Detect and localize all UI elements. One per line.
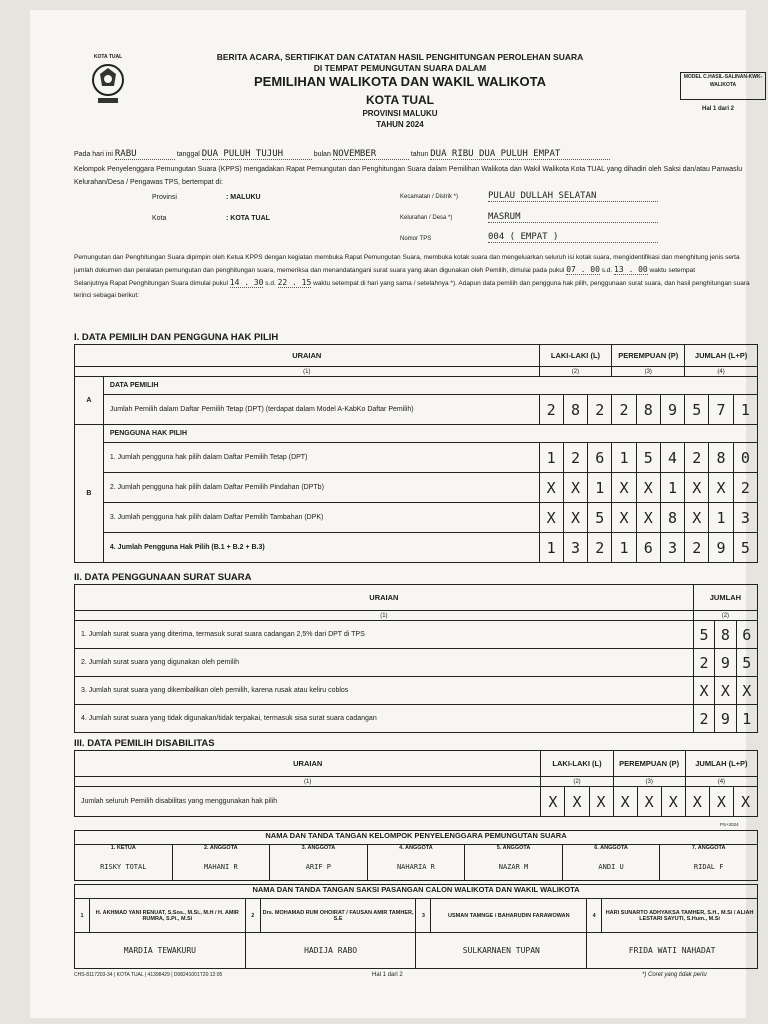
s3-num-4: (4) <box>685 777 757 787</box>
b1-digit: 8 <box>709 443 733 473</box>
b3-digit: X <box>685 503 709 533</box>
s2-row4-digit: 1 <box>736 705 757 733</box>
saksi-signature: HADIJA RABO <box>245 933 416 969</box>
dpt-digit: 9 <box>660 395 684 425</box>
procedure-text-4: waktu setempat di hari yang sama / setelahnya *). Adapun data pemilih dan pengguna hak pilih, penggunaan surat suara, dan hasil penghitungan suara terinci sebagai berikut: <box>74 280 750 299</box>
b2-digit: X <box>685 473 709 503</box>
b4-digit: 9 <box>709 533 733 563</box>
header-year: TAHUN 2024 <box>376 120 424 129</box>
b3-digit: X <box>563 503 587 533</box>
section-b-title: PENGGUNA HAK PILIH <box>103 425 757 443</box>
document-sheet <box>30 10 763 1018</box>
kpps-signature: RISKY TOTAL <box>100 863 147 871</box>
year-value: DUA RIBU DUA PULUH EMPAT <box>430 149 610 160</box>
b2-label: 2. Jumlah pengguna hak pilih dalam Daftar Pemilih Pindahan (DPTb) <box>103 473 539 503</box>
s2-row1-digit: 6 <box>736 621 757 649</box>
saksi-name: Drs. MOHAMAD RUM OHOIRAT / FAUSAN AMIR TAMHER, S.E <box>260 899 416 933</box>
s1-num-2: (2) <box>539 367 612 377</box>
opening-line <box>74 149 754 160</box>
b2-digit: X <box>636 473 660 503</box>
kpps-cell <box>367 845 465 881</box>
b3-digit: X <box>539 503 563 533</box>
day-label: Pada hari ini <box>74 151 113 158</box>
b4-digit: 1 <box>612 533 636 563</box>
month-label: bulan <box>313 151 331 158</box>
s3-digit: X <box>709 787 733 817</box>
s2-col-uraian: URAIAN <box>75 585 694 611</box>
kelurahan-label: Kelurahan / Desa *) <box>400 215 453 221</box>
saksi-name: H. AKHMAD YANI RENUAT, S.Sos., M.Si., M.H / H. AMIR RUMRA, S.Pi., M.Si <box>89 899 245 933</box>
provinsi-label: Provinsi <box>152 194 177 201</box>
kpps-role: 5. ANGGOTA <box>496 845 531 851</box>
procedure-text-3: Selanjutnya Rapat Penghitungan Suara dimulai pukul <box>74 280 228 287</box>
b1-digit: 1 <box>612 443 636 473</box>
s1-num-1: (1) <box>75 367 540 377</box>
kpps-signature: RIDAL F <box>693 863 724 871</box>
section1-table <box>74 344 758 563</box>
tps-label: Nomor TPS <box>400 236 432 242</box>
b1-digit: 2 <box>563 443 587 473</box>
b2-digit: 1 <box>588 473 612 503</box>
s3-digit: X <box>589 787 613 817</box>
b2-digit: X <box>563 473 587 503</box>
s1-num-4: (4) <box>685 367 758 377</box>
dpt-digit: 7 <box>709 395 733 425</box>
s2-col-j: JUMLAH <box>693 585 757 611</box>
kpps-cell <box>75 845 173 881</box>
b1-digit: 5 <box>636 443 660 473</box>
b3-digit: X <box>636 503 660 533</box>
time-start: 07 . 00 <box>566 265 600 274</box>
b1-digit: 0 <box>733 443 757 473</box>
s2-row1-digit: 8 <box>715 621 736 649</box>
b1-digit: 1 <box>539 443 563 473</box>
procedure-text-2: waktu setempat <box>649 267 696 274</box>
day-value: RABU <box>115 149 175 160</box>
kpps-cell <box>465 845 563 881</box>
s2-row4-label: 4. Jumlah surat suara yang tidak digunakan/tidak terpakai, termasuk sisa surat suara cadangan <box>75 705 694 733</box>
b4-digit: 2 <box>685 533 709 563</box>
b1-digit: 2 <box>685 443 709 473</box>
s3-col-p: PEREMPUAN (P) <box>613 751 685 777</box>
b2-digit: 2 <box>733 473 757 503</box>
s3-col-j: JUMLAH (L+P) <box>685 751 757 777</box>
dpt-digit: 5 <box>685 395 709 425</box>
kpps-role: 1. KETUA <box>110 845 136 851</box>
b2-digit: X <box>612 473 636 503</box>
sd-label-2: s.d. <box>265 280 276 287</box>
month-value: NOVEMBER <box>333 149 409 160</box>
b4-digit: 3 <box>660 533 684 563</box>
section1-title: I. DATA PEMILIH DAN PENGGUNA HAK PILIH <box>74 332 279 343</box>
section3-table <box>74 750 758 817</box>
b2-digit: 1 <box>660 473 684 503</box>
dpt-digit: 8 <box>563 395 587 425</box>
dpt-digit: 2 <box>588 395 612 425</box>
kpps-role: 7. ANGGOTA <box>691 845 726 851</box>
s2-row2-digit: 2 <box>693 649 714 677</box>
kota-value: : KOTA TUAL <box>226 215 270 222</box>
s2-row3-digit: X <box>736 677 757 705</box>
kpps-signature: MAHANI R <box>203 863 238 871</box>
s3-digit: X <box>565 787 589 817</box>
s3-num-3: (3) <box>613 777 685 787</box>
dpt-digit: 8 <box>636 395 660 425</box>
b3-label: 3. Jumlah pengguna hak pilih dalam Daftar Pemilih Tambahan (DPK) <box>103 503 539 533</box>
procedure-text <box>74 252 754 302</box>
b4-digit: 6 <box>636 533 660 563</box>
b1-digit: 4 <box>660 443 684 473</box>
kpps-cell <box>270 845 368 881</box>
dpt-digit: 2 <box>612 395 636 425</box>
b4-digit: 3 <box>563 533 587 563</box>
opening-text: Kelompok Penyelenggara Pemungutan Suara (KPPS) mengadakan Rapat Pemungutan dan Penghitungan Suara dalam Pemilihan Walikota dan Wakil Walikota Kota TUAL yang dihadiri oleh Saksi dan/atau Panwaslu Kelurahan/Desa / Pengawas TPS, bertempat di: <box>74 166 743 186</box>
b2-digit: X <box>539 473 563 503</box>
dpt-digit: 2 <box>539 395 563 425</box>
footer-code: CHS-8117203-34 | KOTA TUAL | 41398429 | D08241001T20:12:05 <box>74 972 223 978</box>
b4-digit: 1 <box>539 533 563 563</box>
section2-table <box>74 584 758 733</box>
kpps-role: 3. ANGGOTA <box>301 845 336 851</box>
header-line-2: DI TEMPAT PEMUNGUTAN SUARA DALAM <box>313 63 487 73</box>
s1-col-j: JUMLAH (L+P) <box>685 345 758 367</box>
saksi-title: NAMA DAN TANDA TANGAN SAKSI PASANGAN CALON WALIKOTA DAN WAKIL WALIKOTA <box>75 885 758 899</box>
section-b-label: B <box>75 425 104 563</box>
b4-digit: 5 <box>733 533 757 563</box>
count-end: 22 . 15 <box>277 278 312 287</box>
s2-num-2: (2) <box>693 611 757 621</box>
b1-label: 1. Jumlah pengguna hak pilih dalam Daftar Pemilih Tetap (DPT) <box>103 443 539 473</box>
kpps-role: 2. ANGGOTA <box>204 845 238 851</box>
kpps-cell <box>172 845 270 881</box>
s3-digit: X <box>613 787 637 817</box>
b3-digit: 5 <box>588 503 612 533</box>
kecamatan-label: Kecamatan / Distrik *) <box>400 194 459 200</box>
date-value: DUA PULUH TUJUH <box>202 149 312 160</box>
s3-digit: X <box>541 787 565 817</box>
s3-row-label: Jumlah seluruh Pemilih disabilitas yang menggunakan hak pilih <box>75 787 541 817</box>
b3-digit: X <box>612 503 636 533</box>
s2-row4-digit: 9 <box>715 705 736 733</box>
header-city: KOTA TUAL <box>366 93 434 107</box>
saksi-table <box>74 884 758 969</box>
b3-digit: 8 <box>660 503 684 533</box>
saksi-no: 2 <box>245 899 260 933</box>
s2-row2-digit: 5 <box>736 649 757 677</box>
count-start: 14 . 30 <box>229 278 264 287</box>
s3-col-uraian: URAIAN <box>75 751 541 777</box>
b3-digit: 1 <box>709 503 733 533</box>
s3-digit: X <box>661 787 685 817</box>
s2-row2-label: 2. Jumlah surat suara yang digunakan oleh pemilih <box>75 649 694 677</box>
s3-num-1: (1) <box>75 777 541 787</box>
header-title: PEMILIHAN WALIKOTA DAN WAKIL WALIKOTA <box>254 74 546 89</box>
kpps-signature: NAHARIA R <box>396 863 435 871</box>
saksi-no: 3 <box>416 899 431 933</box>
s1-col-p: PEREMPUAN (P) <box>612 345 685 367</box>
kpps-cell <box>562 845 660 881</box>
s2-row3-label: 3. Jumlah surat suara yang dikembalikan oleh pemilih, karena rusak atau keliru coblos <box>75 677 694 705</box>
section-a-label: A <box>75 377 104 425</box>
saksi-signature: SULKARNAEN TUPAN <box>416 933 587 969</box>
kecamatan-value: PULAU DULLAH SELATAN <box>488 191 658 202</box>
section2-title: II. DATA PENGGUNAAN SURAT SUARA <box>74 572 252 583</box>
s2-row2-digit: 9 <box>715 649 736 677</box>
s3-digit: X <box>685 787 709 817</box>
s3-num-2: (2) <box>541 777 613 787</box>
saksi-name: USMAN TAMNGE / BAHARUDIN FARAWOWAN <box>431 899 587 933</box>
b1-digit: 6 <box>588 443 612 473</box>
kpps-code: PS+2024 <box>720 822 739 827</box>
s2-row4-digit: 2 <box>693 705 714 733</box>
s2-num-1: (1) <box>75 611 694 621</box>
b4-label: 4. Jumlah Pengguna Hak Pilih (B.1 + B.2 + B.3) <box>103 533 539 563</box>
header-province: PROVINSI MALUKU <box>362 109 438 118</box>
kpps-table <box>74 830 758 881</box>
footer-page: Hal 1 dari 2 <box>372 972 403 978</box>
kelurahan-value: MASRUM <box>488 212 658 223</box>
s1-col-uraian: URAIAN <box>75 345 540 367</box>
logo-caption: KOTA TUAL <box>93 54 123 60</box>
provinsi-value: : MALUKU <box>226 194 261 201</box>
time-end: 13 . 00 <box>614 265 648 274</box>
kpu-emblem-icon <box>88 60 128 108</box>
saksi-no: 4 <box>587 899 602 933</box>
footer-note: *) Coret yang tidak perlu <box>642 972 707 978</box>
page-number: Hal 1 dari 2 <box>702 106 735 112</box>
b3-digit: 3 <box>733 503 757 533</box>
kpps-signature: ARIF P <box>305 863 332 871</box>
s2-row3-digit: X <box>715 677 736 705</box>
saksi-signature: MARDIA TEWAKURU <box>75 933 246 969</box>
kpps-cell <box>660 845 758 881</box>
kpps-signature: NAZAR M <box>498 863 529 871</box>
kpps-role: 4. ANGGOTA <box>399 845 433 851</box>
saksi-signature: FRIDA WATI NAHADAT <box>587 933 758 969</box>
tps-value: 004 ( EMPAT ) <box>488 232 658 243</box>
b2-digit: X <box>709 473 733 503</box>
s2-row3-digit: X <box>693 677 714 705</box>
s1-col-l: LAKI-LAKI (L) <box>539 345 612 367</box>
s3-digit: X <box>733 787 757 817</box>
header-line-1: BERITA ACARA, SERTIFIKAT DAN CATATAN HASIL PENGHITUNGAN PEROLEHAN SUARA <box>216 52 584 62</box>
sd-label-1: s.d. <box>601 267 613 274</box>
model-box: MODEL C.HASIL-SALINAN-KWK-WALIKOTA <box>680 72 766 100</box>
kpps-role: 6. ANGGOTA <box>594 845 628 851</box>
s3-col-l: LAKI-LAKI (L) <box>541 751 613 777</box>
section3-title: III. DATA PEMILIH DISABILITAS <box>74 738 215 749</box>
kota-label: Kota <box>152 215 167 222</box>
logo <box>88 54 128 112</box>
dpt-digit: 1 <box>733 395 757 425</box>
kpps-title: NAMA DAN TANDA TANGAN KELOMPOK PENYELENGGARA PEMUNGUTAN SUARA <box>75 831 758 845</box>
s1-num-3: (3) <box>612 367 685 377</box>
kpps-signature: ANDI U <box>598 863 624 871</box>
s3-digit: X <box>637 787 661 817</box>
s2-row1-digit: 5 <box>693 621 714 649</box>
section-a-title: DATA PEMILIH <box>103 377 757 395</box>
procedure-text-1: Pemungutan dan Penghitungan Suara dipimpin oleh Ketua KPPS dengan kegiatan membuka Rapat Pemungutan Suara, membuka kotak suara dan mengeluarkan seluruh isi kotak suara, mengidentifikasi dan menghitung jenis serta jumlah dokumen dan peralatan pemungutan dan penghitungan suara, memeriksa dan menandatangani surat suara yang akan digunakan oleh Pemilih, dimulai pada pukul <box>74 254 740 274</box>
year-label: tahun <box>410 151 429 158</box>
b4-digit: 2 <box>588 533 612 563</box>
saksi-name: HARI SUNARTO ADHYAKSA TAMHER, S.H., M.Si / ALIAH LESTARI SAYUTI, S.Hum., M.Si <box>602 899 758 933</box>
date-label: tanggal <box>176 151 200 158</box>
dpt-label: Jumlah Pemilih dalam Daftar Pemilih Tetap (DPT) (terdapat dalam Model A-KabKo Daftar Pemilih) <box>103 395 539 425</box>
s2-row1-label: 1. Jumlah surat suara yang diterima, termasuk surat suara cadangan 2,5% dari DPT di TPS <box>75 621 694 649</box>
saksi-no: 1 <box>75 899 90 933</box>
